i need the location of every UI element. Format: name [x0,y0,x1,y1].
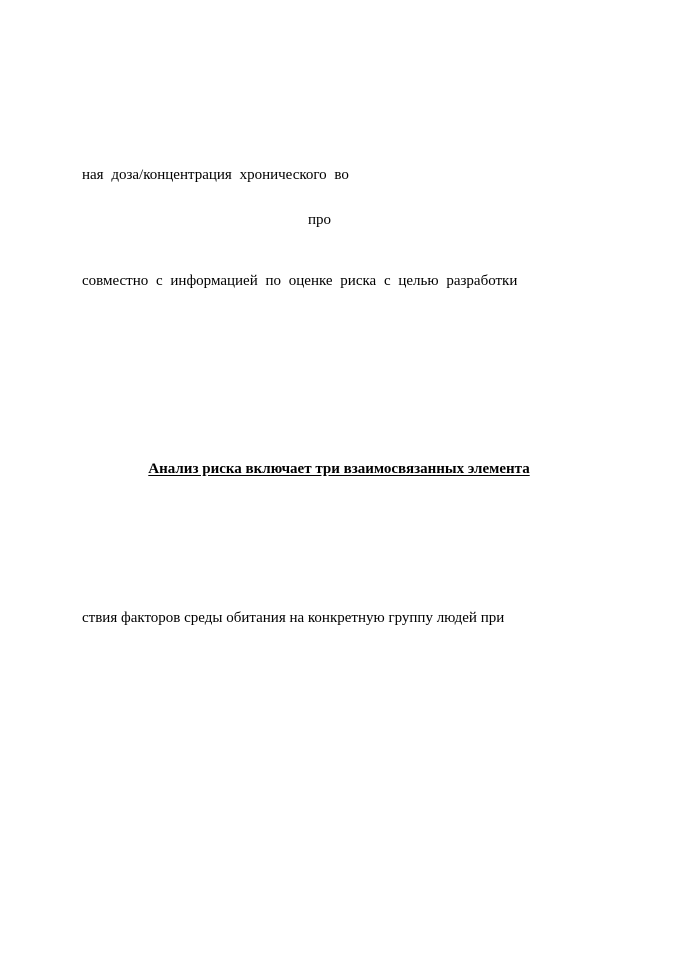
text-line: ствия факторов среды обитания на конкретную группу людей при [82,610,505,626]
section-heading: Анализ риска включает три взаимосвязанных элемента [148,461,530,477]
text-line: ная доза/концентрация хронического во [82,167,349,183]
text-line: совместно с информацией по оценке риска с целью разработки [82,273,518,289]
text-fragment: про [308,212,332,228]
